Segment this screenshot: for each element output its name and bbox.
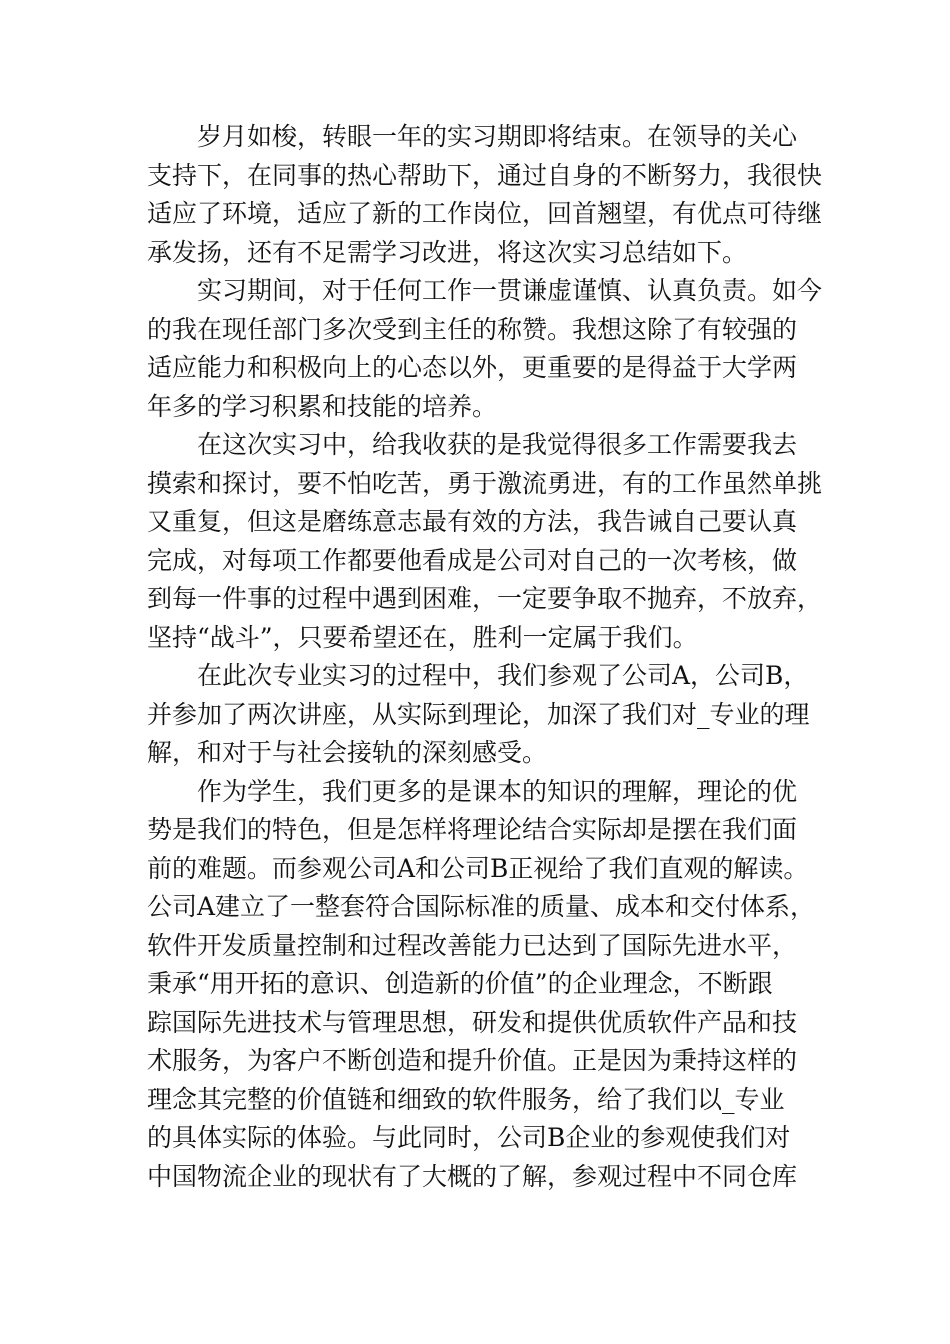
text-line: 在这次实习中，给我收获的是我觉得很多工作需要我去: [147, 430, 798, 459]
text-line: 理念其完整的价值链和细致的软件服务，给了我们以_专业: [147, 1084, 785, 1114]
text-line: 实习期间，对于任何工作一贯谦虚谨慎、认真负责。如今: [147, 276, 823, 305]
text-line: 踪国际先进技术与管理思想，研发和提供优质软件产品和技: [147, 1007, 798, 1037]
text-line: 公司A建立了一整套符合国际标准的质量、成本和交付体系，: [147, 892, 816, 921]
text-line: 秉承“用开拓的意识、创造新的价值”的企业理念，不断跟: [147, 969, 773, 998]
text-line: 术服务，为客户不断创造和提升价值。正是因为秉持这样的: [147, 1046, 798, 1075]
text-line: 坚持“战斗”，只要希望还在，胜利一定属于我们。: [147, 622, 698, 652]
text-line: 软件开发质量控制和过程改善能力已达到了国际先进水平，: [147, 930, 798, 960]
text-line: 支持下，在同事的热心帮助下，通过自身的不断努力，我很快: [147, 160, 823, 190]
paragraph-5: [147, 773, 827, 1197]
text-line: 前的难题。而参观公司A和公司B正视给了我们直观的解读。: [147, 853, 809, 883]
document-body: [147, 118, 827, 1196]
text-line: 适应了环境，适应了新的工作岗位，回首翘望，有优点可待继: [147, 199, 823, 228]
text-line: 岁月如梭，转眼一年的实习期即将结束。在领导的关心: [147, 122, 798, 151]
text-line: 势是我们的特色，但是怎样将理论结合实际却是摆在我们面: [147, 815, 798, 844]
text-line: 承发扬，还有不足需学习改进，将这次实习总结如下。: [147, 237, 748, 267]
text-line: 年多的学习积累和技能的培养。: [147, 391, 498, 421]
text-line: 作为学生，我们更多的是课本的知识的理解，理论的优: [147, 776, 798, 806]
text-line: 到每一件事的过程中遇到困难，一定要争取不抛弃，不放弃，: [147, 584, 823, 613]
text-line: 适应能力和积极向上的心态以外，更重要的是得益于大学两: [147, 353, 798, 382]
text-line: 摸索和探讨，要不怕吃苦，勇于激流勇进，有的工作虽然单挑: [147, 468, 823, 498]
paragraph-3: [147, 426, 827, 657]
text-line: 的我在现任部门多次受到主任的称赞。我想这除了有较强的: [147, 314, 798, 344]
text-line: 中国物流企业的现状有了大概的了解，参观过程中不同仓库: [147, 1161, 798, 1191]
paragraph-2: [147, 272, 827, 426]
text-line: 解，和对于与社会接轨的深刻感受。: [147, 738, 548, 767]
text-line: 的具体实际的体验。与此同时，公司B企业的参观使我们对: [147, 1123, 791, 1152]
paragraph-1: [147, 118, 827, 272]
text-line: 在此次专业实习的过程中，我们参观了公司A，公司B，: [147, 661, 809, 690]
text-line: 又重复，但这是磨练意志最有效的方法，我告诫自己要认真: [147, 507, 798, 536]
text-line: 并参加了两次讲座，从实际到理论，加深了我们对_专业的理: [147, 699, 810, 729]
text-line: 完成，对每项工作都要他看成是公司对自己的一次考核，做: [147, 545, 798, 575]
paragraph-4: [147, 657, 827, 773]
